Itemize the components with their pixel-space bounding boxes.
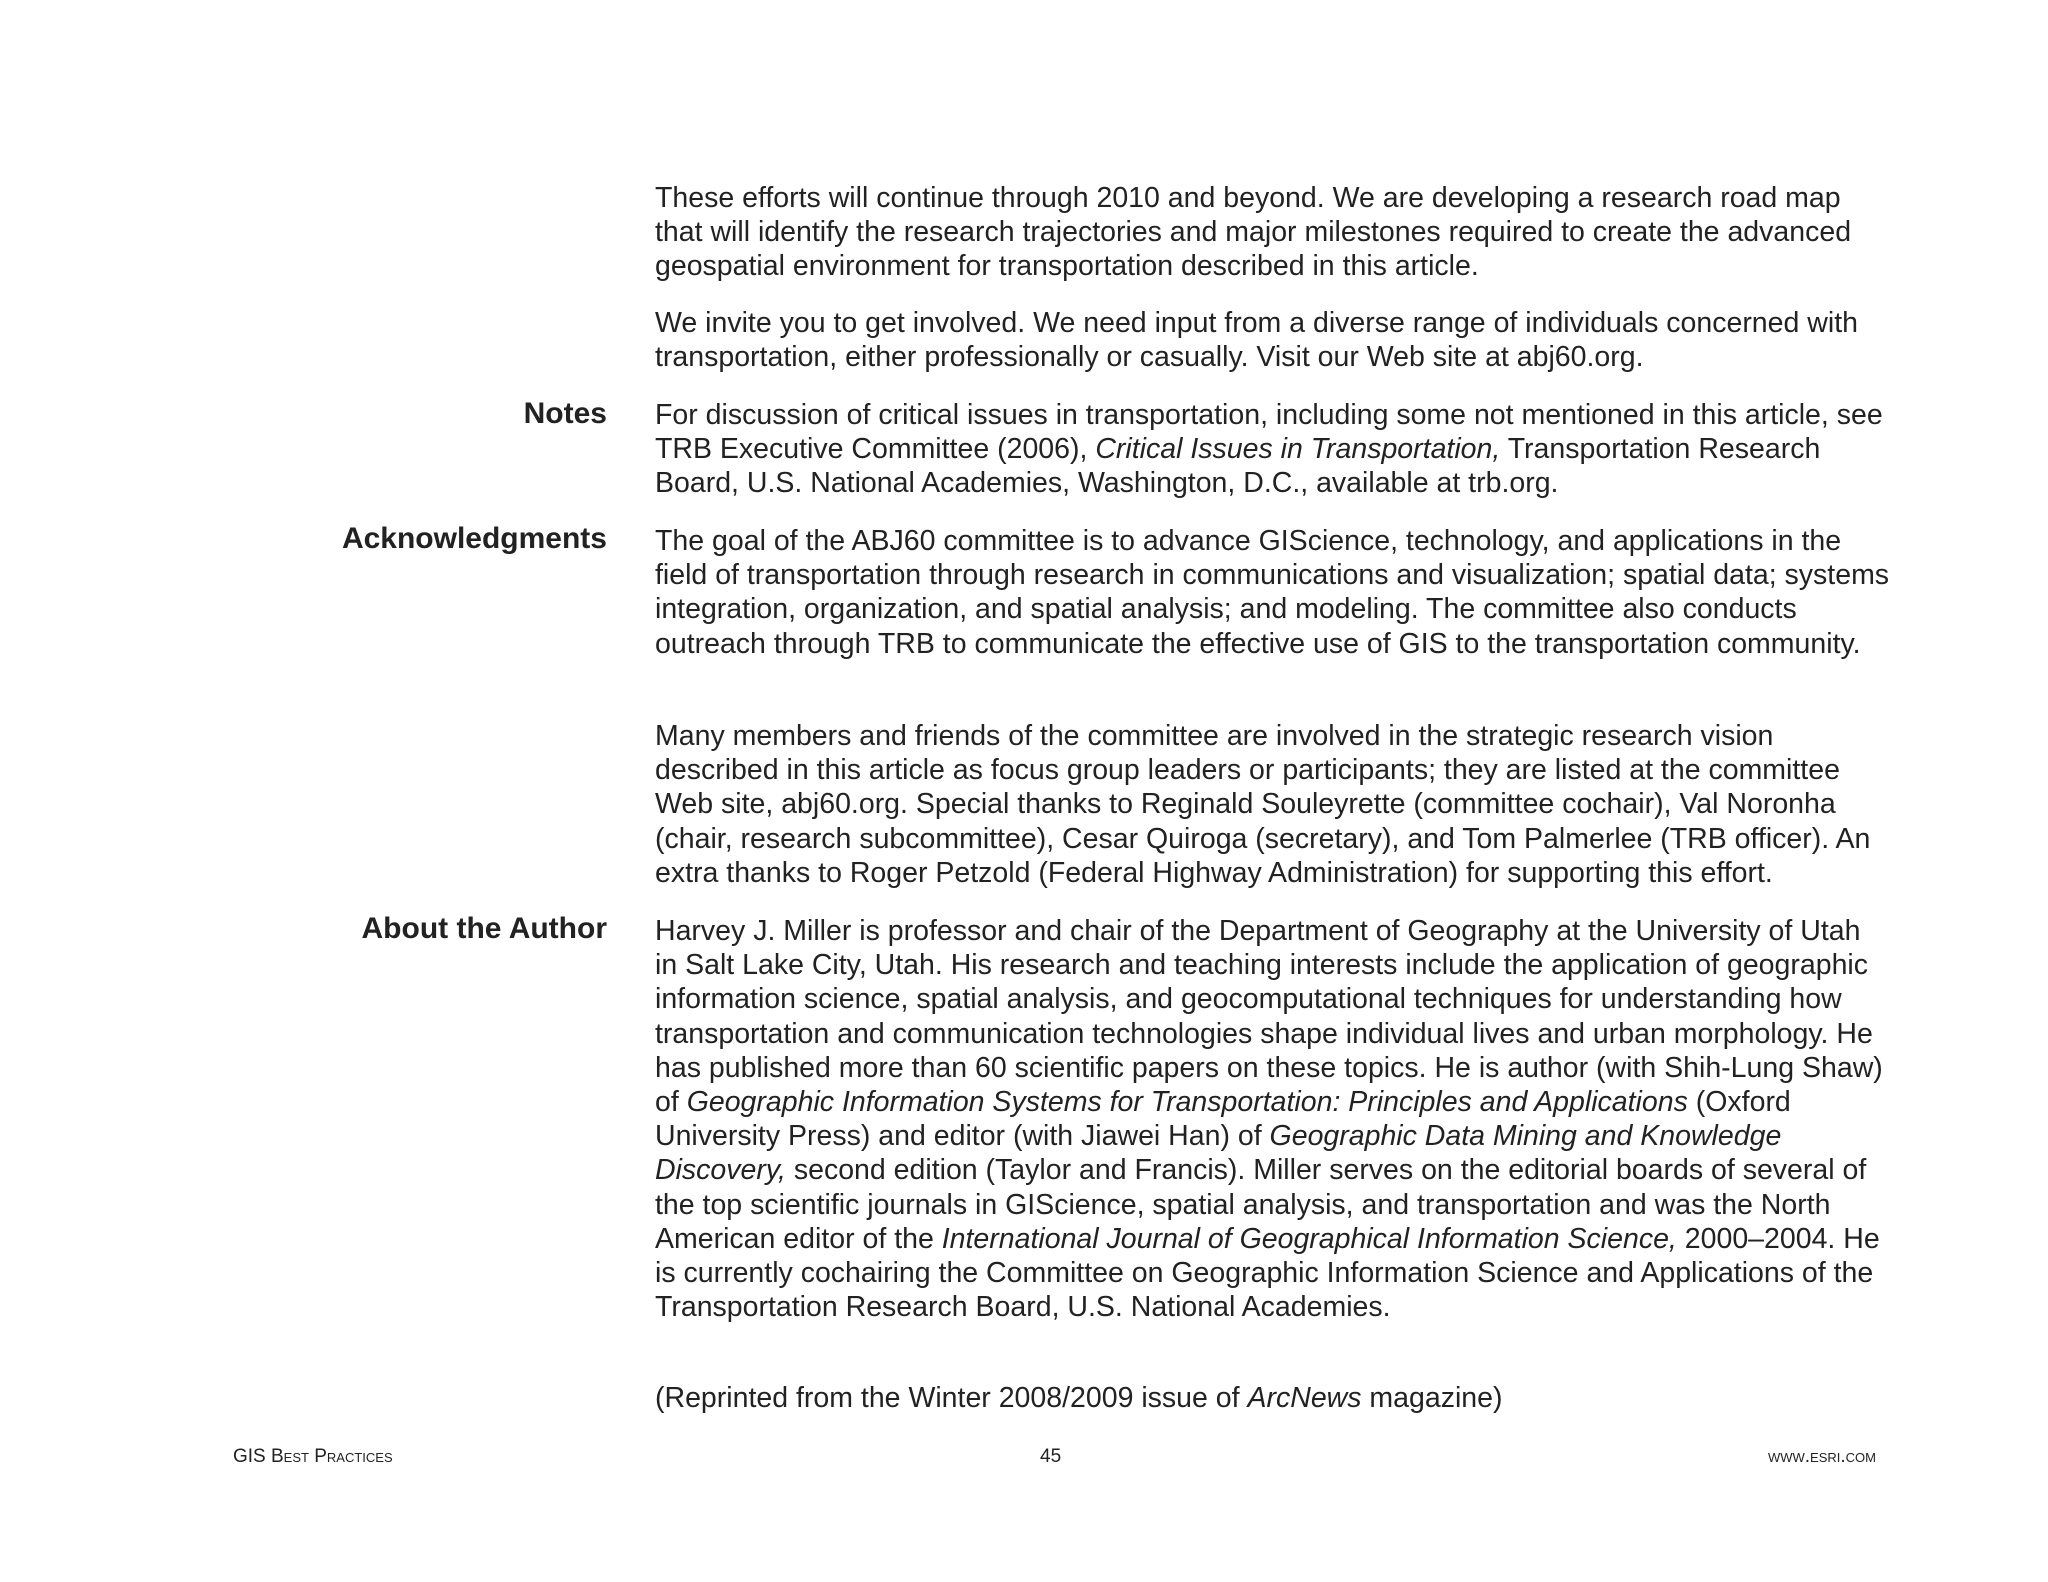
notes-text-before: For discussion of critical issues in transportation, including some not mentioned in this article, see TRB Executive Committee (2006), [655,399,1883,466]
reprint-magazine-title: ArcNews [1247,1382,1362,1414]
author-text-2: (Oxford University Press) and editor (with Jiawei Han) of [655,1086,1791,1153]
intro-paragraph-2: We invite you to get involved. We need input from a diverse range of individuals concerned with transportation, either professionally or casually. Visit our Web site at abj60.org. [655,307,1858,374]
about-author-paragraph [655,914,1890,1324]
notes-title-italic: Critical Issues in Transportation, [1095,433,1501,466]
author-book-title-2: Geographic Data Mining and Knowledge Discovery, [655,1120,1782,1187]
notes-heading: Notes [523,397,607,430]
intro-paragraph-1: These efforts will continue through 2010 and beyond. We are developing a research road map that will identify the research trajectories and major milestones required to create the advanced geospatial environment for transportation described in this article. [655,182,1852,283]
footer-website-link[interactable]: www.esri.com [1767,1446,1876,1467]
reprint-after: magazine) [1361,1382,1503,1414]
about-author-heading: About the Author [361,912,607,945]
author-text-4: 2000–2004. He is currently cochairing the Committee on Geographic Information Science and Applications of the Transportation Research Board, U.S. National Academies. [655,1222,1880,1324]
author-book-title-1: Geographic Information Systems for Transportation: Principles and Applications [686,1086,1688,1119]
reprint-before: (Reprinted from the Winter 2008/2009 issue of [655,1382,1248,1414]
author-journal-title: International Journal of Geographical Information Science, [941,1222,1677,1255]
author-text-1: Harvey J. Miller is professor and chair of the Department of Geography at the University of Utah in Salt Lake City, Utah. His research and teaching interests include the application of geographic information science, spatial analysis, and geocomputational techniques for understanding how transportation and communication technologies shape individual lives and urban morphology. He has published more than 60 scientific papers on these topics. He is author (with Shih-Lung Shaw) of [655,915,1883,1119]
notes-paragraph [655,398,1890,501]
reprint-note [655,1381,1502,1415]
footer-publication-title: GIS Best Practices [233,1446,393,1467]
author-text-3: second edition (Taylor and Francis). Miller serves on the editorial boards of several of the top scientific journals in GIScience, spatial analysis, and transportation and was the North American editor of the [655,1154,1867,1255]
acknowledgments-paragraph-2: Many members and friends of the committee are involved in the strategic research vision described in this article as focus group leaders or participants; they are listed at the committee Web site, abj60.org. Special thanks to Reginald Souleyrette (committee cochair), Val Noronha (chair, research subcommittee), Cesar Quiroga (secretary), and Tom Palmerlee (TRB officer). An extra thanks to Roger Petzold (Federal Highway Administration) for supporting this effort. [655,720,1871,889]
footer-page-number: 45 [1040,1446,1062,1467]
acknowledgments-heading: Acknowledgments [341,522,607,555]
notes-text-after: Transportation Research Board, U.S. National Academies, Washington, D.C., available at trb.org. [655,433,1821,500]
acknowledgments-paragraph-1: The goal of the ABJ60 committee is to advance GIScience, technology, and applications in the field of transportation through research in communications and visualization; spatial data; systems integration, organization, and spatial analysis; and modeling. The committee also conducts outreach through TRB to communicate the effective use of GIS to the transportation community. [655,525,1890,660]
